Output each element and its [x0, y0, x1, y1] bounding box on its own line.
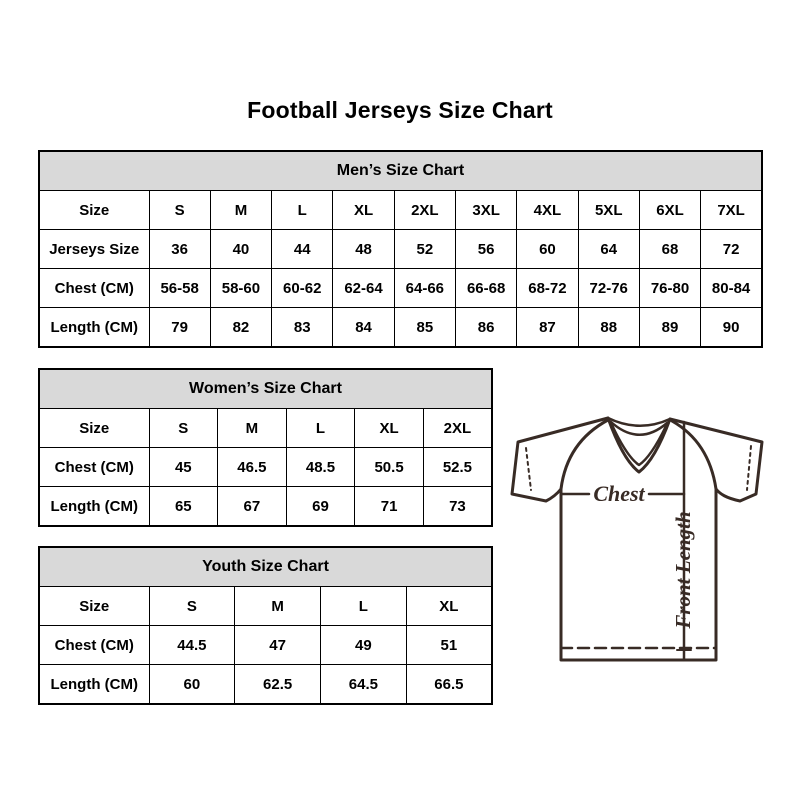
size-table — [38, 368, 493, 527]
value-cell: 73 — [423, 487, 492, 527]
jersey-measurement-diagram — [500, 398, 780, 678]
value-cell: 2XL — [394, 191, 455, 230]
table-row — [39, 665, 492, 705]
value-cell: 36 — [149, 230, 210, 269]
value-cell: S — [149, 409, 218, 448]
value-cell: 62.5 — [235, 665, 321, 705]
table-row — [39, 487, 492, 527]
row-label-cell: Chest (CM) — [39, 269, 149, 308]
table-title-row — [39, 151, 762, 191]
table-row — [39, 308, 762, 348]
row-label-cell: Length (CM) — [39, 665, 149, 705]
value-cell: 65 — [149, 487, 218, 527]
mens-size-chart-table — [38, 150, 763, 348]
row-label-cell: Chest (CM) — [39, 626, 149, 665]
value-cell: 44 — [272, 230, 333, 269]
front-length-measure-label: Front Length — [671, 511, 695, 629]
table-row — [39, 626, 492, 665]
value-cell: 52 — [394, 230, 455, 269]
value-cell: XL — [406, 587, 492, 626]
value-cell: 49 — [321, 626, 407, 665]
value-cell: 46.5 — [218, 448, 287, 487]
value-cell: 64.5 — [321, 665, 407, 705]
row-label-cell: Jerseys Size — [39, 230, 149, 269]
chest-measure-label: Chest — [593, 481, 645, 506]
value-cell: 47 — [235, 626, 321, 665]
size-table — [38, 546, 493, 705]
row-label-cell: Chest (CM) — [39, 448, 149, 487]
value-cell: 5XL — [578, 191, 639, 230]
table-row — [39, 448, 492, 487]
youth-size-chart-table — [38, 546, 493, 705]
page-title: Football Jerseys Size Chart — [247, 97, 553, 123]
womens-size-chart-table — [38, 368, 493, 527]
value-cell: 90 — [701, 308, 762, 348]
value-cell: 51 — [406, 626, 492, 665]
table-title-row — [39, 547, 492, 587]
value-cell: XL — [355, 409, 424, 448]
left-sleeve-seam — [561, 420, 608, 489]
row-label-cell: Size — [39, 587, 149, 626]
value-cell: L — [321, 587, 407, 626]
right-sleeve-seam — [672, 421, 716, 489]
value-cell: 71 — [355, 487, 424, 527]
value-cell: 52.5 — [423, 448, 492, 487]
value-cell: 56 — [455, 230, 516, 269]
value-cell: 88 — [578, 308, 639, 348]
value-cell: 64-66 — [394, 269, 455, 308]
value-cell: M — [235, 587, 321, 626]
value-cell: 58-60 — [210, 269, 271, 308]
value-cell: S — [149, 587, 235, 626]
value-cell: 85 — [394, 308, 455, 348]
value-cell: 79 — [149, 308, 210, 348]
value-cell: 45 — [149, 448, 218, 487]
row-label-cell: Size — [39, 191, 149, 230]
value-cell: 72 — [701, 230, 762, 269]
value-cell: 89 — [639, 308, 700, 348]
value-cell: 48 — [333, 230, 394, 269]
row-label-cell: Size — [39, 409, 149, 448]
value-cell: 86 — [455, 308, 516, 348]
value-cell: 69 — [286, 487, 355, 527]
value-cell: 60 — [517, 230, 578, 269]
value-cell: 60 — [149, 665, 235, 705]
table-row — [39, 191, 762, 230]
value-cell: 66-68 — [455, 269, 516, 308]
value-cell: L — [272, 191, 333, 230]
table-title: Men’s Size Chart — [39, 151, 762, 191]
value-cell: M — [218, 409, 287, 448]
value-cell: 62-64 — [333, 269, 394, 308]
value-cell: 4XL — [517, 191, 578, 230]
table-title: Women’s Size Chart — [39, 369, 492, 409]
value-cell: 80-84 — [701, 269, 762, 308]
table-title: Youth Size Chart — [39, 547, 492, 587]
value-cell: 56-58 — [149, 269, 210, 308]
value-cell: 64 — [578, 230, 639, 269]
value-cell: S — [149, 191, 210, 230]
value-cell: 6XL — [639, 191, 700, 230]
value-cell: 7XL — [701, 191, 762, 230]
value-cell: M — [210, 191, 271, 230]
row-label-cell: Length (CM) — [39, 487, 149, 527]
table-title-row — [39, 369, 492, 409]
value-cell: 60-62 — [272, 269, 333, 308]
collar-back-arc-icon — [608, 418, 670, 426]
value-cell: 67 — [218, 487, 287, 527]
value-cell: 44.5 — [149, 626, 235, 665]
jersey-outline — [512, 418, 762, 660]
value-cell: 3XL — [455, 191, 516, 230]
value-cell: 76-80 — [639, 269, 700, 308]
value-cell: XL — [333, 191, 394, 230]
right-cuff-stitch-line — [747, 446, 751, 490]
value-cell: 68 — [639, 230, 700, 269]
left-cuff-stitch-line — [526, 448, 531, 490]
value-cell: 66.5 — [406, 665, 492, 705]
table-row — [39, 269, 762, 308]
table-row — [39, 230, 762, 269]
value-cell: L — [286, 409, 355, 448]
value-cell: 87 — [517, 308, 578, 348]
value-cell: 82 — [210, 308, 271, 348]
value-cell: 72-76 — [578, 269, 639, 308]
table-row — [39, 587, 492, 626]
row-label-cell: Length (CM) — [39, 308, 149, 348]
value-cell: 48.5 — [286, 448, 355, 487]
table-row — [39, 409, 492, 448]
value-cell: 50.5 — [355, 448, 424, 487]
value-cell: 68-72 — [517, 269, 578, 308]
value-cell: 2XL — [423, 409, 492, 448]
value-cell: 84 — [333, 308, 394, 348]
value-cell: 40 — [210, 230, 271, 269]
size-table — [38, 150, 763, 348]
value-cell: 83 — [272, 308, 333, 348]
